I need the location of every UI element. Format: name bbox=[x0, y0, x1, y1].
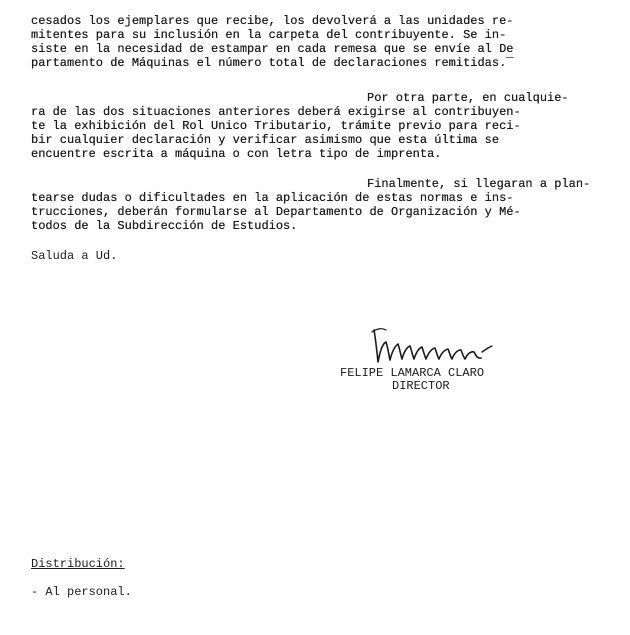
paragraph-1-line-2: mitentes para su inclusión en la carpeta del contribuyente. Se in- bbox=[31, 28, 507, 42]
paragraph-1-line-1: cesados los ejemplares que recibe, los devolverá a las unidades re- bbox=[31, 14, 514, 28]
paragraph-2-line-2: ra de las dos situaciones anteriores deberá exigirse al contribuyen- bbox=[31, 105, 521, 119]
paragraph-2-line-1: Por otra parte, en cualquie- bbox=[367, 91, 569, 105]
paragraph-2-line-5: encuentre escrita a máquina o con letra tipo de imprenta. bbox=[31, 147, 442, 161]
paragraph-3-line-1: Finalmente, si llegaran a plan- bbox=[367, 177, 591, 191]
paragraph-1-line-3: siste en la necesidad de estampar en cada remesa que se envíe al De bbox=[31, 42, 514, 56]
closing-greeting: Saluda a Ud. bbox=[31, 249, 118, 263]
signatory-name: FELIPE LAMARCA CLARO bbox=[340, 366, 485, 380]
paragraph-3-line-3: trucciones, deberán formularse al Departamento de Organización y Mé- bbox=[31, 205, 521, 219]
paragraph-3-line-4: todos de la Subdirección de Estudios. bbox=[31, 219, 298, 233]
distribution-label: Distribución: bbox=[31, 557, 125, 571]
paragraph-2-line-4: bir cualquier declaración y verificar asimismo que esta última se bbox=[31, 133, 500, 147]
paragraph-1-line-4: partamento de Máquinas el número total de declaraciones remitidas.‾ bbox=[31, 56, 514, 70]
distribution-item: - Al personal. bbox=[31, 585, 132, 599]
paragraph-2-line-3: te la exhibición del Rol Unico Tributario, trámite previo para reci- bbox=[31, 119, 521, 133]
paragraph-3-line-2: tearse dudas o dificultades en la aplicación de estas normas e ins- bbox=[31, 191, 514, 205]
handwritten-signature bbox=[368, 322, 508, 366]
signatory-title: DIRECTOR bbox=[392, 379, 450, 393]
